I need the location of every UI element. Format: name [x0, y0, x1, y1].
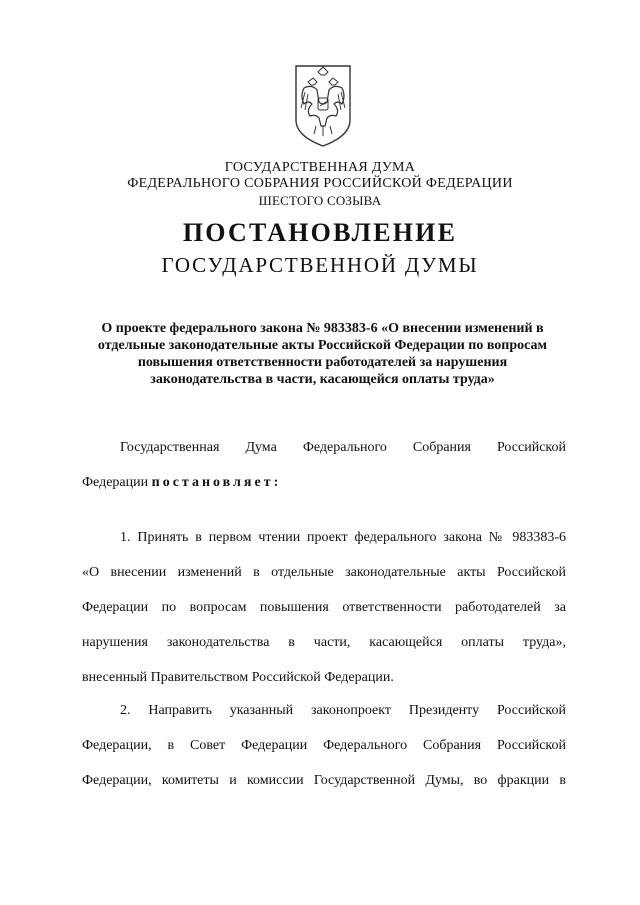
item-2-line: 2. Направить указанный законопроект Президенту Российской [120, 703, 566, 718]
item-1-line: Федерации по вопросам повышения ответственности работодателей за [82, 600, 566, 615]
preamble-line [82, 465, 566, 500]
subject-line: О проекте федерального закона № 983383-6 «О внесении изменений в [101, 321, 544, 336]
document-title: ПОСТАНОВЛЕНИЕ [182, 218, 458, 247]
russian-coat-of-arms-icon [292, 62, 354, 150]
item-2-line: Федерации, комитеты и комиссии Государственной Думы, во фракции в [82, 773, 566, 788]
subject-line: отдельные законодательные акты Российской Федерации по вопросам [97, 338, 548, 353]
item-1-line: нарушения законодательства в части, касающейся оплаты труда», [82, 635, 566, 650]
resolution-verb: постановляет: [151, 475, 282, 490]
document-subtitle: ГОСУДАРСТВЕННОЙ ДУМЫ [161, 253, 479, 277]
document-subject [80, 320, 565, 388]
header-line-2: ФЕДЕРАЛЬНОГО СОБРАНИЯ РОССИЙСКОЙ ФЕДЕРАЦИИ [127, 176, 513, 191]
subject-line: повышения ответственности работодателей за нарушения [137, 355, 508, 370]
item-1-line: «О внесении изменений в отдельные законодательные акты Российской [82, 565, 566, 580]
item-1 [82, 520, 566, 695]
preamble-text: Федерации [82, 475, 149, 490]
item-1-line: 1. Принять в первом чтении проект федерального закона № 983383-6 [120, 530, 566, 545]
item-1-line: внесенный Правительством Российской Федерации. [82, 670, 394, 685]
header-line-3: ШЕСТОГО СОЗЫВА [258, 193, 382, 208]
item-2-line: Федерации, в Совет Федерации Федерального Собрания Российской [82, 738, 566, 753]
preamble-line: Государственная Дума Федерального Собрания Российской [120, 440, 566, 455]
preamble [82, 430, 566, 500]
subject-line: законодательства в части, касающейся оплаты труда» [150, 372, 495, 387]
item-2 [82, 693, 566, 798]
header-line-1: ГОСУДАРСТВЕННАЯ ДУМА [224, 160, 416, 175]
